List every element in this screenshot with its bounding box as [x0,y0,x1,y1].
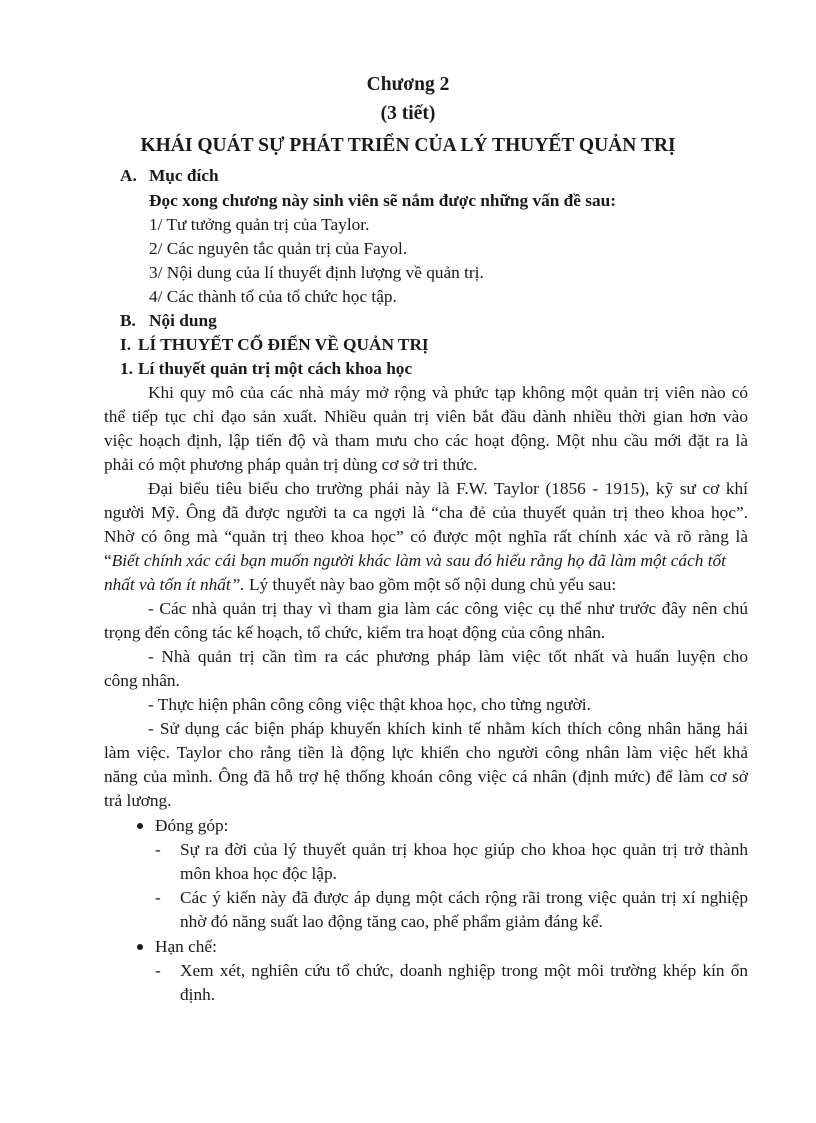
chapter-periods: (3 tiết) [380,103,436,124]
objective-item: 3/ Nội dung của lí thuyết định lượng về quản trị. [149,263,484,282]
contribution-item: Các ý kiến này đã được áp dụng một cách rộng rãi trong việc quản trị xí nghiệp [180,888,748,907]
subsection-1-title: Lí thuyết quản trị một cách khoa học [138,359,413,378]
bullet-icon [137,823,143,829]
content-item: - Thực hiện phân công công việc thật khoa học, cho từng người. [148,695,591,714]
bullet-icon [137,944,143,950]
objective-item: 1/ Tư tưởng quản trị của Taylor. [149,215,370,234]
part-1-title: LÍ THUYẾT CỔ ĐIỂN VỀ QUẢN TRỊ [138,335,429,354]
content-item: trả lương. [104,791,172,810]
taylor-quote: Biết chính xác cái bạn muốn người khác làm và sau đó hiểu rằng họ đã làm một cách tốt [111,551,726,570]
section-a-title: Mục đích [149,166,219,185]
paragraph-line: việc hoạch định, lập tiến độ và tham mưu cho các hoạt động. Một nhu cầu mới đặt ra là [104,431,748,450]
content-item: năng của mình. Ông đã hỗ trợ hệ thống khoán công việc cá nhân (định mức) để làm cơ sở [104,767,748,786]
paragraph-line: thể tiếp tục chỉ đạo sản xuất. Nhiều quản trị viên bắt đầu dành nhiều thời gian hơn vào [104,407,748,426]
limitation-item: Xem xét, nghiên cứu tổ chức, doanh nghiệp trong một môi trường khép kín ổn [180,961,748,980]
chapter-title: KHÁI QUÁT SỰ PHÁT TRIỂN CỦA LÝ THUYẾT QUẢN TRỊ [140,135,676,156]
taylor-quote-end: nhất và tốn ít nhất”. [104,575,245,594]
content-item: công nhân. [104,671,180,690]
contribution-item: Sự ra đời của lý thuyết quản trị khoa học giúp cho khoa học quản trị trở thành [180,840,748,859]
limitation-item: định. [180,985,216,1004]
contribution-item: môn khoa học độc lập. [180,864,337,883]
subsection-1-label: 1. [120,359,133,378]
objective-item: 4/ Các thành tố của tổ chức học tập. [149,287,397,306]
paragraph-line: Đại biểu tiêu biểu cho trường phái này là F.W. Taylor (1856 - 1915), kỹ sư cơ khí [148,479,748,498]
part-1-label: I. [120,335,132,354]
dash-marker: - [155,961,161,980]
paragraph-line: phải có một phương pháp quản trị dùng cơ sở tri thức. [104,455,478,474]
section-a-label: A. [120,166,137,185]
chapter-heading: Chương 2 [366,74,450,95]
section-b-title: Nội dung [149,311,217,330]
dash-marker: - [155,840,161,859]
content-item: - Các nhà quản trị thay vì tham gia làm các công việc cụ thể như trước đây nên chú [148,599,748,618]
section-b-label: B. [120,311,136,330]
content-item: trọng đến công tác kế hoạch, tổ chức, kiểm tra hoạt động của công nhân. [104,623,606,642]
paragraph-text: Lý thuyết này bao gồm một số nội dung chủ yếu sau: [244,575,617,594]
paragraph-line: Nhờ có ông mà “quản trị theo khoa học” có được một nghĩa rất chính xác và rõ ràng là [104,527,748,546]
contribution-item: nhờ đó năng suất lao động tăng cao, phế phẩm giảm đáng kể. [180,912,603,931]
quote-open-mark: “ [104,551,112,570]
contributions-label: Đóng góp: [155,816,229,835]
content-item: làm việc. Taylor cho rằng tiền là động lực khiến cho người công nhân làm việc hết khả [104,743,748,762]
quote-line [104,573,616,597]
paragraph-line: người Mỹ. Ông đã được người ta ca ngợi là “cha đẻ của thuyết quản trị theo khoa học”. [104,503,748,522]
quote-line [104,549,726,573]
content-item: - Nhà quản trị cần tìm ra các phương pháp làm việc tốt nhất và huấn luyện cho [148,647,748,666]
paragraph-line: Khi quy mô của các nhà máy mở rộng và phức tạp không một quản trị viên nào có [148,383,748,402]
objective-item: 2/ Các nguyên tắc quản trị của Fayol. [149,239,408,258]
content-item: - Sử dụng các biện pháp khuyến khích kinh tế nhằm kích thích công nhân hăng hái [148,719,748,738]
limitations-label: Hạn chế: [155,937,217,956]
dash-marker: - [155,888,161,907]
section-a-intro: Đọc xong chương này sinh viên sẽ nắm được những vấn đề sau: [149,191,617,210]
